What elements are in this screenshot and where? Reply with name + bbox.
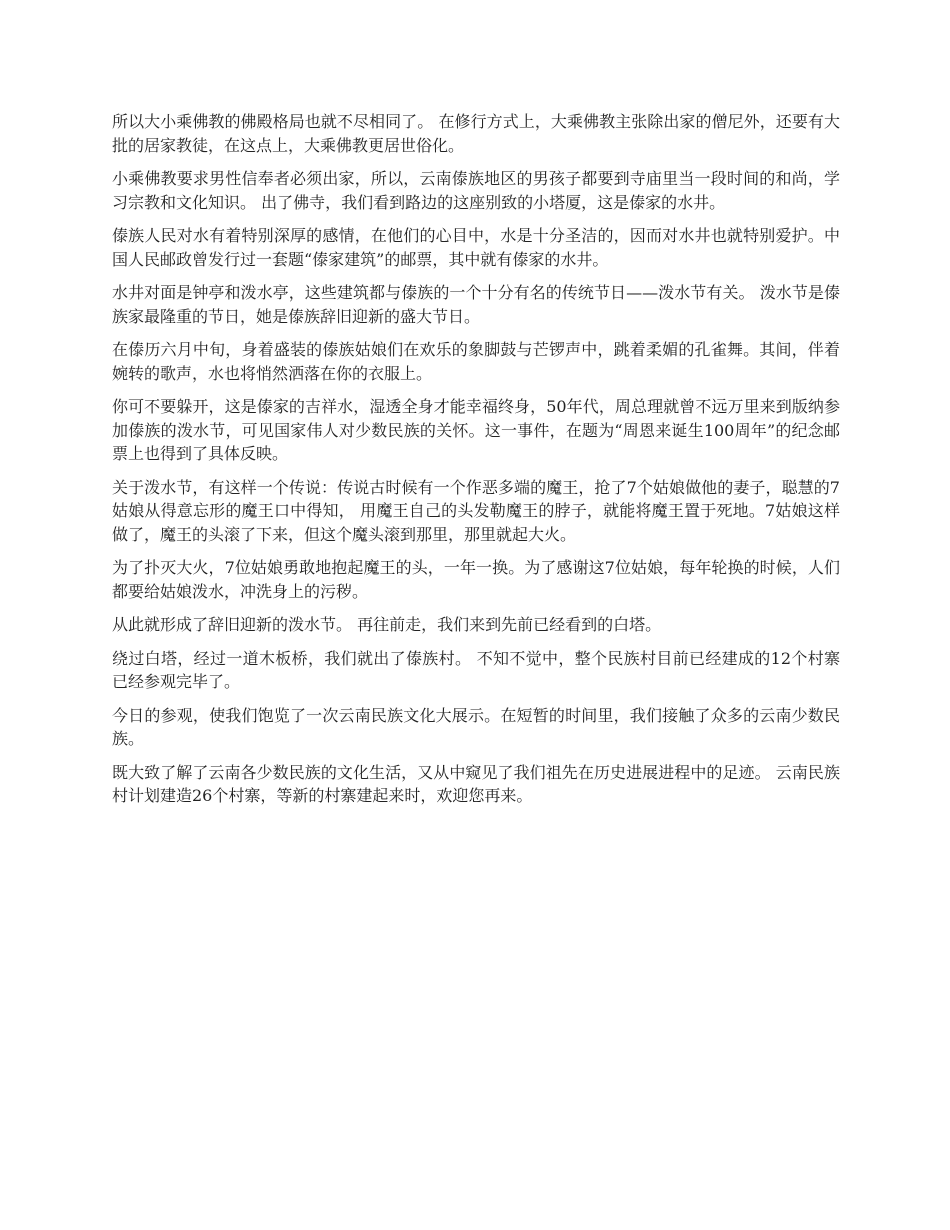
paragraph: 小乘佛教要求男性信奉者必须出家，所以，云南傣族地区的男孩子都要到寺庙里当一段时间的和尚，学习宗教和文化知识。 出了佛寺，我们看到路边的这座别致的小塔厦，这是傣家的水井。 bbox=[112, 169, 840, 212]
paragraph: 傣族人民对水有着特别深厚的感情，在他们的心目中，水是十分圣洁的，因而对水井也就特别爱护。中国人民邮政曾发行过一套题“傣家建筑”的邮票，其中就有傣家的水井。 bbox=[112, 226, 840, 269]
paragraph: 水井对面是钟亭和泼水亭，这些建筑都与傣族的一个十分有名的传统节日——泼水节有关。 泼水节是傣族家最隆重的节日，她是傣族辞旧迎新的盛大节日。 bbox=[112, 283, 840, 326]
paragraph: 为了扑灭大火，7位姑娘勇敢地抱起魔王的头，一年一换。为了感谢这7位姑娘，每年轮换的时候，人们都要给姑娘泼水，冲洗身上的污秽。 bbox=[112, 558, 840, 601]
paragraph: 你可不要躲开，这是傣家的吉祥水，湿透全身才能幸福终身，50年代，周总理就曾不远万里来到版纳参加傣族的泼水节，可见国家伟人对少数民族的关怀。这一事件，在题为“周恩来诞生100周年”的纪念邮票上也得到了具体反映。 bbox=[112, 397, 840, 463]
paragraph: 从此就形成了辞旧迎新的泼水节。 再往前走，我们来到先前已经看到的白塔。 bbox=[112, 615, 662, 634]
document-body bbox=[112, 110, 840, 818]
paragraph: 所以大小乘佛教的佛殿格局也就不尽相同了。 在修行方式上，大乘佛教主张除出家的僧尼外，还要有大批的居家教徒，在这点上，大乘佛教更居世俗化。 bbox=[112, 112, 840, 155]
paragraph: 既大致了解了云南各少数民族的文化生活，又从中窥见了我们祖先在历史进展进程中的足迹。 云南民族村计划建造26个村寨，等新的村寨建起来时，欢迎您再来。 bbox=[112, 762, 840, 805]
paragraph: 今日的参观，使我们饱览了一次云南民族文化大展示。在短暂的时间里，我们接触了众多的云南少数民族。 bbox=[112, 705, 840, 748]
paragraph: 关于泼水节，有这样一个传说：传说古时候有一个作恶多端的魔王，抢了7个姑娘做他的妻子，聪慧的7姑娘从得意忘形的魔王口中得知， 用魔王自己的头发勒魔王的脖子，就能将魔王置于死地。7姑娘这样做了，魔王的头滚了下来，但这个魔头滚到那里，那里就起大火。 bbox=[112, 477, 840, 544]
paragraph: 绕过白塔，经过一道木板桥，我们就出了傣族村。 不知不觉中，整个民族村目前已经建成的12个村寨已经参观完毕了。 bbox=[112, 648, 840, 691]
paragraph: 在傣历六月中旬，身着盛装的傣族姑娘们在欢乐的象脚鼓与芒锣声中，跳着柔媚的孔雀舞。其间，伴着婉转的歌声，水也将悄然洒落在你的衣服上。 bbox=[112, 340, 840, 383]
